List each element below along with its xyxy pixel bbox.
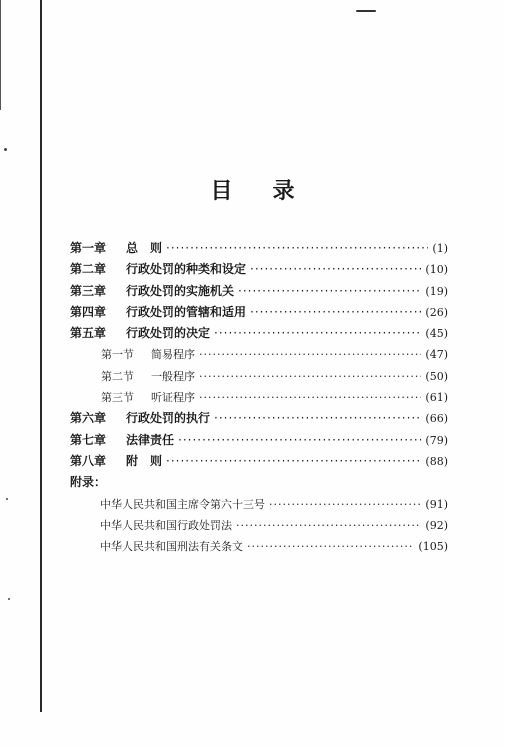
page-number: (19) [425,284,448,298]
dot-leader [166,238,428,259]
toc-row-chapter-4[interactable] [70,302,448,323]
dot-leader [166,451,421,472]
dot-leader [199,366,421,387]
chapter-title: 附 则 [126,453,163,468]
chapter-number: 第八章 [70,453,107,468]
dot-leader [250,259,421,280]
scan-edge-line [0,0,1,110]
page-number: (47) [425,348,448,362]
scan-speck [8,598,10,600]
appendix-title: 中华人民共和国刑法有关条文 [100,540,243,554]
table-of-contents [70,238,448,557]
dot-leader [236,515,421,536]
chapter-number: 第四章 [70,304,107,319]
title-char-2: 录 [272,179,295,204]
chapter-title: 行政处罚的决定 [126,326,211,341]
scan-speck [6,498,8,500]
toc-row-chapter-6[interactable] [70,408,448,429]
section-title: 听证程序 [151,391,195,405]
chapter-title: 行政处罚的管辖和适用 [126,304,247,319]
chapter-title: 法律责任 [126,432,175,447]
section-number: 第三节 [101,391,134,405]
section-title: 一般程序 [151,369,195,383]
page-title [0,174,505,205]
chapter-number: 第一章 [70,241,107,255]
dot-leader [238,281,421,302]
scan-mark [356,10,376,12]
chapter-number: 第三章 [70,283,107,298]
page-number: (79) [425,433,448,447]
chapter-number: 第七章 [70,432,107,447]
appendix-title: 中华人民共和国行政处罚法 [100,518,232,532]
toc-row-section-3[interactable] [70,387,448,408]
toc-row-appendix-3[interactable] [70,536,448,557]
section-title: 简易程序 [151,348,195,362]
chapter-number: 第二章 [70,262,107,277]
appendix-label: 附录： [70,475,107,490]
dot-leader [214,408,421,429]
dot-leader [247,536,414,557]
page-number: (1) [432,242,448,255]
chapter-title: 总 则 [126,241,163,255]
toc-row-chapter-3[interactable] [70,281,448,302]
page-number: (10) [425,263,448,277]
page-number: (88) [425,454,448,468]
toc-row-section-2[interactable] [70,366,448,387]
toc-row-appendix-1[interactable] [70,494,448,515]
chapter-number: 第六章 [70,411,107,426]
dot-leader [199,387,421,408]
dot-leader [199,344,421,365]
page-number: (92) [425,518,448,532]
toc-row-chapter-5[interactable] [70,323,448,344]
title-char-1: 目 [210,179,233,204]
page-number: (91) [425,497,448,511]
appendix-title: 中华人民共和国主席令第六十三号 [100,497,265,511]
page-number: (26) [425,305,448,319]
toc-row-section-1[interactable] [70,344,448,365]
dot-leader [214,323,421,344]
page-number: (61) [425,391,448,405]
dot-leader [269,494,421,515]
chapter-title: 行政处罚的种类和设定 [126,262,247,277]
page-number: (66) [425,412,448,426]
scan-speck [4,148,7,151]
toc-row-chapter-2[interactable] [70,259,448,280]
toc-row-chapter-1[interactable] [70,238,448,259]
chapter-title: 行政处罚的执行 [126,411,211,426]
dot-leader [178,430,421,451]
page-number: (45) [425,327,448,341]
toc-row-chapter-8[interactable] [70,451,448,472]
page-number: (50) [425,369,448,383]
binding-line [40,0,42,712]
page-number: (105) [418,540,448,554]
section-number: 第二节 [101,369,134,383]
chapter-number: 第五章 [70,326,107,341]
toc-row-appendix-2[interactable] [70,515,448,536]
chapter-title: 行政处罚的实施机关 [126,283,235,298]
dot-leader [250,302,421,323]
toc-row-chapter-7[interactable] [70,430,448,451]
section-number: 第一节 [101,348,134,362]
